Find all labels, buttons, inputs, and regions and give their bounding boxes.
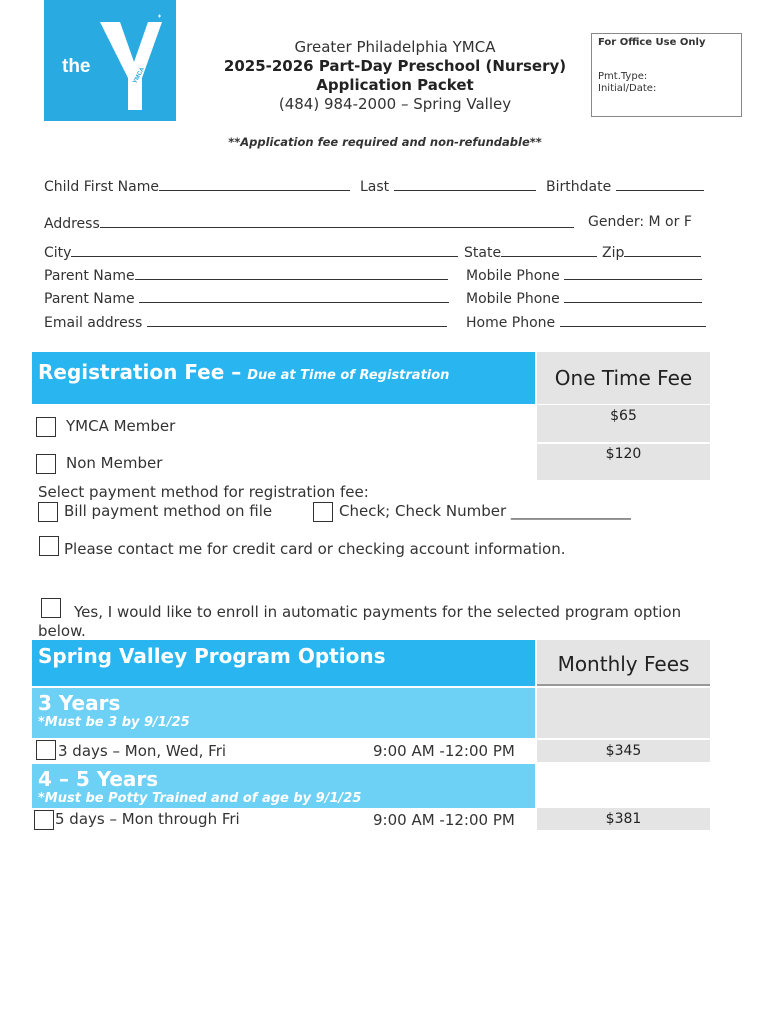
home-phone-line[interactable] (560, 313, 706, 327)
last-name-field[interactable] (360, 177, 536, 195)
option-3-days-time: 9:00 AM -12:00 PM (373, 742, 515, 760)
parent1-line[interactable] (135, 266, 448, 280)
zip-label: Zip (602, 245, 625, 261)
city-field[interactable] (44, 243, 458, 261)
bill-on-file-checkbox[interactable] (38, 502, 58, 522)
registration-subtitle: Due at Time of Registration (247, 368, 450, 383)
mobile1-field[interactable] (466, 266, 702, 284)
birthdate-label: Birthdate (546, 179, 612, 195)
monthly-fees-header: Monthly Fees (537, 640, 710, 686)
office-title: For Office Use Only (598, 37, 706, 48)
email-label: Email address (44, 315, 143, 331)
non-member-checkbox[interactable] (36, 454, 56, 474)
option-3-days-label: 3 days – Mon, Wed, Fri (58, 742, 227, 760)
payment-prompt: Select payment method for registration fee: (38, 483, 369, 501)
logo-word: the (62, 56, 91, 77)
member-label: YMCA Member (66, 417, 176, 435)
child-first-line[interactable] (159, 177, 350, 191)
check-label: Check; Check Number ________________ (339, 502, 631, 520)
mobile2-field[interactable] (466, 289, 702, 307)
option-5-days-time: 9:00 AM -12:00 PM (373, 811, 515, 829)
child-first-name-field[interactable] (44, 177, 350, 195)
packet-title: Application Packet (316, 76, 474, 94)
fee-note: **Application fee required and non-refundable** (228, 135, 542, 149)
age-3-fee-spacer (537, 688, 710, 738)
check-checkbox[interactable] (313, 502, 333, 522)
home-phone-label: Home Phone (466, 315, 556, 331)
contact-me-label: Please contact me for credit card or checking account information. (64, 540, 566, 558)
parent1-field[interactable] (44, 266, 448, 284)
age-band-4-5-years (32, 764, 535, 808)
city-label: City (44, 245, 72, 261)
age-3-note: *Must be 3 by 9/1/25 (38, 715, 190, 730)
email-line[interactable] (147, 313, 447, 327)
registration-title: Registration Fee – (38, 360, 242, 384)
one-time-fee-header: One Time Fee (537, 352, 710, 404)
program-options-header: Spring Valley Program Options (32, 640, 535, 686)
ymca-logo-icon (44, 0, 176, 121)
address-line[interactable] (100, 214, 574, 228)
logo-brand: YMCA (132, 66, 147, 85)
member-checkbox[interactable] (36, 417, 56, 437)
contact-me-checkbox[interactable] (39, 536, 59, 556)
state-label: State (464, 245, 502, 261)
auto-pay-line1: Yes, I would like to enroll in automatic payments for the selected program option (74, 603, 682, 621)
option-5-days-checkbox[interactable] (34, 810, 54, 830)
member-price: $65 (537, 405, 710, 442)
option-5-days-label: 5 days – Mon through Fri (55, 810, 240, 828)
age-band-3-years (32, 688, 535, 738)
state-line[interactable] (501, 243, 597, 257)
header (200, 38, 590, 114)
option-3-days-price: $345 (537, 740, 710, 762)
last-line[interactable] (394, 177, 536, 191)
birthdate-line[interactable] (616, 177, 704, 191)
mobile1-label: Mobile Phone (466, 268, 560, 284)
auto-pay-checkbox[interactable] (41, 598, 61, 618)
address-field[interactable] (44, 214, 574, 232)
zip-line[interactable] (624, 243, 701, 257)
bill-on-file-label: Bill payment method on file (64, 502, 273, 520)
email-field[interactable] (44, 313, 447, 331)
zip-field[interactable] (602, 243, 701, 261)
mobile2-line[interactable] (564, 289, 702, 303)
child-first-label: Child First Name (44, 179, 159, 195)
age-45-title: 4 – 5 Years (38, 767, 159, 791)
parent2-line[interactable] (139, 289, 449, 303)
non-member-label: Non Member (66, 454, 163, 472)
mobile2-label: Mobile Phone (466, 291, 560, 307)
city-line[interactable] (71, 243, 458, 257)
pmt-type-label: Pmt.Type: (598, 71, 648, 82)
state-field[interactable] (464, 243, 597, 261)
gender-field[interactable]: Gender: M or F (588, 214, 692, 230)
age-45-note: *Must be Potty Trained and of age by 9/1/25 (38, 791, 362, 806)
last-label: Last (360, 179, 390, 195)
parent2-label: Parent Name (44, 291, 135, 307)
initial-date-label: Initial/Date: (598, 83, 657, 94)
birthdate-field[interactable] (546, 177, 704, 195)
age-3-title: 3 Years (38, 691, 121, 715)
parent2-field[interactable] (44, 289, 449, 307)
mobile1-line[interactable] (564, 266, 702, 280)
registration-header (32, 352, 535, 404)
parent1-label: Parent Name (44, 268, 135, 284)
program-title: 2025-2026 Part-Day Preschool (Nursery) (223, 57, 567, 75)
option-3-days-checkbox[interactable] (36, 740, 56, 760)
option-5-days-price: $381 (537, 808, 710, 830)
ymca-logo (44, 0, 176, 121)
auto-pay-line2: below. (38, 622, 86, 640)
non-member-price: $120 (537, 444, 710, 480)
org-name: Greater Philadelphia YMCA (294, 38, 496, 56)
office-use-box (591, 33, 742, 117)
address-label: Address (44, 216, 100, 232)
home-phone-field[interactable] (466, 313, 706, 331)
contact-line: (484) 984-2000 – Spring Valley (278, 95, 512, 113)
